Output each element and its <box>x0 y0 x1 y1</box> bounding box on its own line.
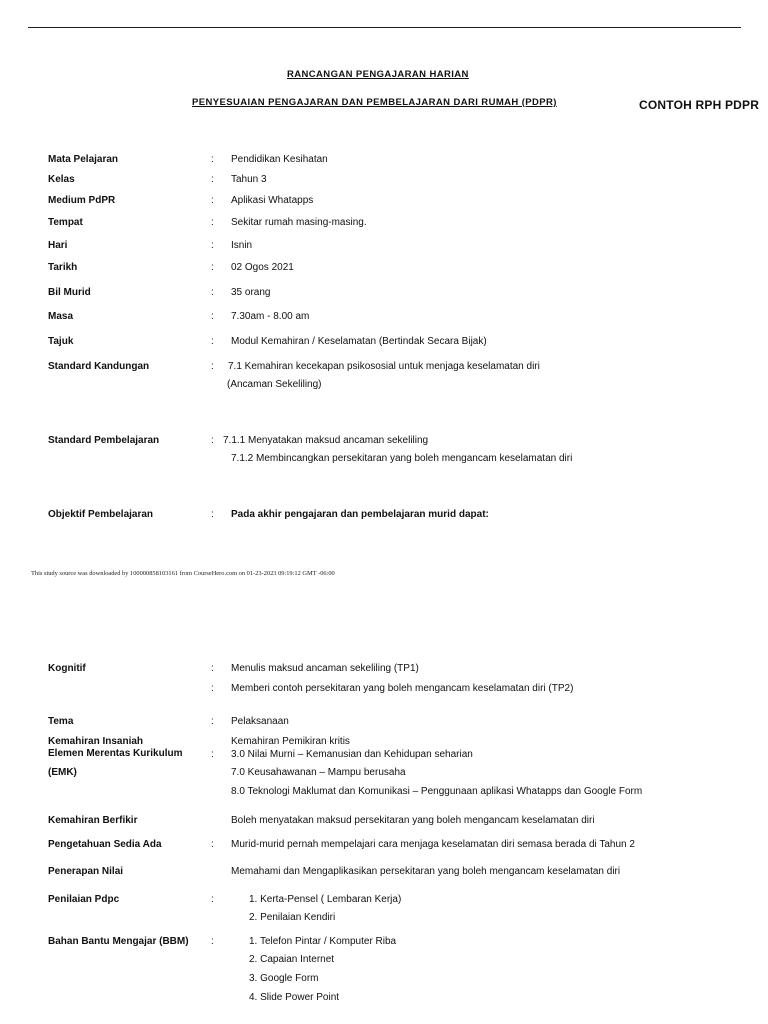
label-medium: Medium PdPR <box>48 195 116 206</box>
colon: : <box>211 361 214 372</box>
document-title: RANCANGAN PENGAJARAN HARIAN <box>287 69 469 80</box>
value-penerapan-nilai: Memahami dan Mengaplikasikan persekitaran yang boleh mengancam keselamatan diri <box>231 866 621 877</box>
label-emk: Elemen Merentas Kurikulum <box>48 748 183 759</box>
colon: : <box>211 262 214 273</box>
value-bbm-item: 1. Telefon Pintar / Komputer Riba <box>249 936 397 947</box>
label-objektif: Objektif Pembelajaran <box>48 509 154 520</box>
colon: : <box>211 936 214 947</box>
label-masa: Masa <box>48 311 74 322</box>
colon: : <box>211 195 214 206</box>
label-tempat: Tempat <box>48 217 83 228</box>
value-emk-item: 7.0 Keusahawanan – Mampu berusaha <box>231 767 406 778</box>
label-tema: Tema <box>48 716 74 727</box>
label-penilaian: Penilaian Pdpc <box>48 894 120 905</box>
colon: : <box>211 663 214 674</box>
label-kemahiran-berfikir: Kemahiran Berfikir <box>48 815 138 826</box>
colon: : <box>211 509 214 520</box>
label-pengetahuan: Pengetahuan Sedia Ada <box>48 839 162 850</box>
label-hari: Hari <box>48 240 68 251</box>
value-kognitif-line2: Memberi contoh persekitaran yang boleh mengancam keselamatan diri (TP2) <box>231 683 574 694</box>
value-standard-kandungan-line1: 7.1 Kemahiran kecekapan psikososial untuk menjaga keselamatan diri <box>228 361 540 372</box>
document-subtitle: PENYESUAIAN PENGAJARAN DAN PEMBELAJARAN DARI RUMAH (PDPR) <box>192 97 557 108</box>
colon: : <box>211 240 214 251</box>
label-standard-pembelajaran: Standard Pembelajaran <box>48 435 160 446</box>
top-rule <box>28 27 741 28</box>
colon: : <box>211 336 214 347</box>
value-bbm-item: 2. Capaian Internet <box>249 954 335 965</box>
value-standard-pembelajaran-line1: 7.1.1 Menyatakan maksud ancaman sekeliling <box>223 435 429 446</box>
value-kemahiran-berfikir: Boleh menyatakan maksud persekitaran yang boleh mengancam keselamatan diri <box>231 815 595 826</box>
value-kognitif-line1: Menulis maksud ancaman sekeliling (TP1) <box>231 663 419 674</box>
value-penilaian-item: 1. Kerta-Pensel ( Lembaran Kerja) <box>249 894 402 905</box>
label-tajuk: Tajuk <box>48 336 74 347</box>
value-standard-pembelajaran-line2: 7.1.2 Membincangkan persekitaran yang boleh mengancam keselamatan diri <box>231 453 573 464</box>
value-tempat: Sekitar rumah masing-masing. <box>231 217 367 228</box>
value-standard-kandungan-line2: (Ancaman Sekeliling) <box>227 379 322 390</box>
value-bbm-item: 3. Google Form <box>249 973 319 984</box>
value-masa: 7.30am - 8.00 am <box>231 311 310 322</box>
label-standard-kandungan: Standard Kandungan <box>48 361 150 372</box>
colon: : <box>211 217 214 228</box>
value-penilaian-item: 2. Penilaian Kendiri <box>249 912 336 923</box>
value-hari: Isnin <box>231 240 253 251</box>
rph-badge: CONTOH RPH PDPR <box>639 98 760 112</box>
value-emk-item: 3.0 Nilai Murni – Kemanusian dan Kehidupan seharian <box>231 749 473 760</box>
label-kognitif: Kognitif <box>48 663 86 674</box>
label-tarikh: Tarikh <box>48 262 78 273</box>
value-pengetahuan: Murid-murid pernah mempelajari cara menjaga keselamatan diri semasa berada di Tahun 2 <box>231 839 635 850</box>
colon: : <box>211 716 214 727</box>
value-emk-item: 8.0 Teknologi Maklumat dan Komunikasi – Penggunaan aplikasi Whatapps dan Google Form <box>231 786 643 797</box>
value-tajuk: Modul Kemahiran / Keselamatan (Bertindak Secara Bijak) <box>231 336 487 347</box>
colon: : <box>211 749 214 760</box>
label-emk-abbr: (EMK) <box>48 767 77 778</box>
colon: : <box>211 894 214 905</box>
value-medium: Aplikasi Whatapps <box>231 195 314 206</box>
value-mata-pelajaran: Pendidikan Kesihatan <box>231 154 328 165</box>
value-bbm-item: 4. Slide Power Point <box>249 992 340 1003</box>
colon: : <box>211 435 214 446</box>
label-kelas: Kelas <box>48 174 75 185</box>
value-kemahiran-insaniah: Kemahiran Pemikiran kritis <box>231 736 350 747</box>
colon: : <box>211 154 214 165</box>
label-kemahiran-insaniah: Kemahiran Insaniah <box>48 736 144 747</box>
colon: : <box>211 839 214 850</box>
value-kelas: Tahun 3 <box>231 174 267 185</box>
value-tarikh: 02 Ogos 2021 <box>231 262 294 273</box>
label-bil-murid: Bil Murid <box>48 287 91 298</box>
value-bil-murid: 35 orang <box>231 287 271 298</box>
label-bbm: Bahan Bantu Mengajar (BBM) <box>48 936 189 947</box>
value-tema: Pelaksanaan <box>231 716 289 727</box>
colon: : <box>211 287 214 298</box>
colon: : <box>211 683 214 694</box>
download-footer: This study source was downloaded by 100000858103161 from CourseHero.com on 01-23-2023 09:19:12 GMT -06:00 <box>31 570 335 577</box>
label-mata-pelajaran: Mata Pelajaran <box>48 154 119 165</box>
label-penerapan-nilai: Penerapan Nilai <box>48 866 124 877</box>
value-objektif: Pada akhir pengajaran dan pembelajaran murid dapat: <box>231 509 489 520</box>
colon: : <box>211 311 214 322</box>
colon: : <box>211 174 214 185</box>
